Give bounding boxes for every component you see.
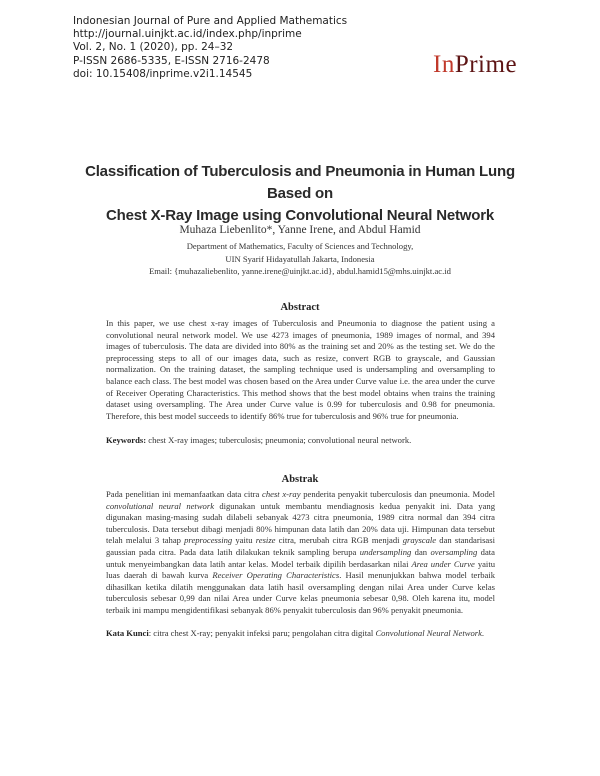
abstrak-term-7: oversampling [430,546,478,557]
abstrak-text-6: dan standarisasi gaussian pada citra. Pada data latih dilakukan teknik sampling berupa [106,535,495,557]
abstract-heading: Abstract [280,302,320,313]
abstrak-term-8: Area under Curve [411,558,475,569]
abstrak-text-8: data untuk menyeimbangkan data latih antar kelas. Model terbaik dipilih berdasarkan nilai [106,546,495,569]
paper-title [70,161,530,227]
abstrak-text [106,489,495,617]
doi-info[interactable]: doi: 10.15408/inprime.v2i1.14545 [73,67,253,80]
affiliation-email: Email: {muhazaliebenlito, yanne.irene@uinjkt.ac.id}, abdul.hamid15@mhs.uinjkt.ac.id [149,266,451,277]
abstract-paragraph: In this paper, we use chest x-ray images of Tuberculosis and Pneumonia to diagnose the patient using a convolutional neural network model. We use 4273 images of pneumonia, 1989 images of normal, and 394 images of tuberculosis. The data are divided into 80% as the training set and 20% as the testing set. We do the preprocessing steps to all of our images data, such as resize, convert RGB to grayscale, and Gaussian normalization. On the training dataset, the sampling technique used is undersampling and oversampling to balance each class. The best model was chosen based on the Area under Curve value i.e. the area under the curve of Receiver Operating Characteristics. This method shows that the best model obtains when trains the training dataset using oversampling. The Area under Curve value is 0.99 for tuberculosis and 0.98 for pneumonia. Therefore, this best model succeeds to identify 86% true for tuberculosis and 96% true for pneumonia. [106,318,495,421]
abstrak-text-4: yaitu [232,535,256,546]
kata-kunci-label: Kata Kunci [106,628,149,638]
kata-kunci-text: : citra chest X-ray; penyakit infeksi paru; pengolahan citra digital [148,628,376,638]
affiliation-dept: Department of Mathematics, Faculty of Sciences and Technology, [186,241,414,251]
abstrak-term-4: resize [255,535,276,546]
authors: Muhaza Liebenlito*, Yanne Irene, and Abdul Hamid [179,224,421,236]
abstrak-text-2: penderita penyakit tuberculosis dan pneumonia. Model [300,489,495,499]
abstrak-keywords [106,628,495,640]
affiliation-univ: UIN Syarif Hidayatullah Jakarta, Indonesia [225,253,375,264]
kata-kunci-end: . [481,628,485,638]
logo-part-prime: Prime [454,51,518,78]
abstrak-term-9: Receiver Operating Characteristics [212,570,340,581]
kata-kunci-italic: Convolutional Neural Network [375,628,482,638]
volume-info: Vol. 2, No. 1 (2020), pp. 24–32 [73,41,234,54]
abstrak-heading: Abstrak [281,474,319,485]
abstrak-text-3: digunakan untuk membantu mendiagnosis kedua penyakit ini. Data yang digunakan masing-masing sudah dilabeli sebanyak 4273 citra pneumonia, 1989 citra normal dan 394 citra tuberculosis. Data tersebut dibagi menjadi 80% himpunan data latih dan 20% data uji. Himpunan data tersebut telah melalui 3 tahap [106,500,495,546]
logo-part-in: In [433,51,455,78]
abstrak-term-1: chest x-ray [262,489,301,499]
journal-url[interactable]: http://journal.uinjkt.ac.id/index.php/inprime [73,28,302,41]
keywords-text: chest X-ray images; tuberculosis; pneumonia; convolutional neural network. [148,435,412,445]
title-line-1: Classification of Tuberculosis and Pneumonia in Human Lung Based on [85,163,515,202]
journal-header [73,15,347,81]
journal-name: Indonesian Journal of Pure and Applied Mathematics [73,15,348,27]
abstrak-term-2: convolutional neural network [106,500,215,511]
keywords-label: Keywords: [106,435,147,445]
abstract-text [106,318,495,422]
abstrak-text-1: Pada penelitian ini memanfaatkan data citra [106,489,263,499]
abstrak-paragraph [106,489,495,617]
inprime-logo [433,50,517,80]
abstrak-text-10: . Hasil menunjukkan bahwa model terbaik dihasilkan ketika dilatih menggunakan data latih hasil oversampling dengan nilai Area under Curve kelas tuberculosis sebesar 0,99 dan nilai Area under Curve kelas pneumonia sebesar 0,98. Oleh karena itu, model terbaik ini mampu mengidentifikasi sebanyak 86% penyakit tuberculosis dan 96% penyakit pneumonia. [106,570,496,615]
abstrak-term-3: preprocessing [184,535,233,546]
abstrak-text-5: citra, merubah citra RGB menjadi [275,535,403,546]
issn-info: P-ISSN 2686-5335, E-ISSN 2716-2478 [73,54,270,67]
abstrak-term-5: grayscale [402,535,437,546]
title-line-2: Chest X-Ray Image using Convolutional Neural Network [105,207,494,224]
abstrak-text-7: dan [411,546,431,557]
affiliation [0,240,600,278]
abstrak-term-6: undersampling [359,546,412,557]
abstrak-text-9: yaitu luas daerah di bawah kurva [106,558,495,581]
abstract-keywords [106,435,495,447]
